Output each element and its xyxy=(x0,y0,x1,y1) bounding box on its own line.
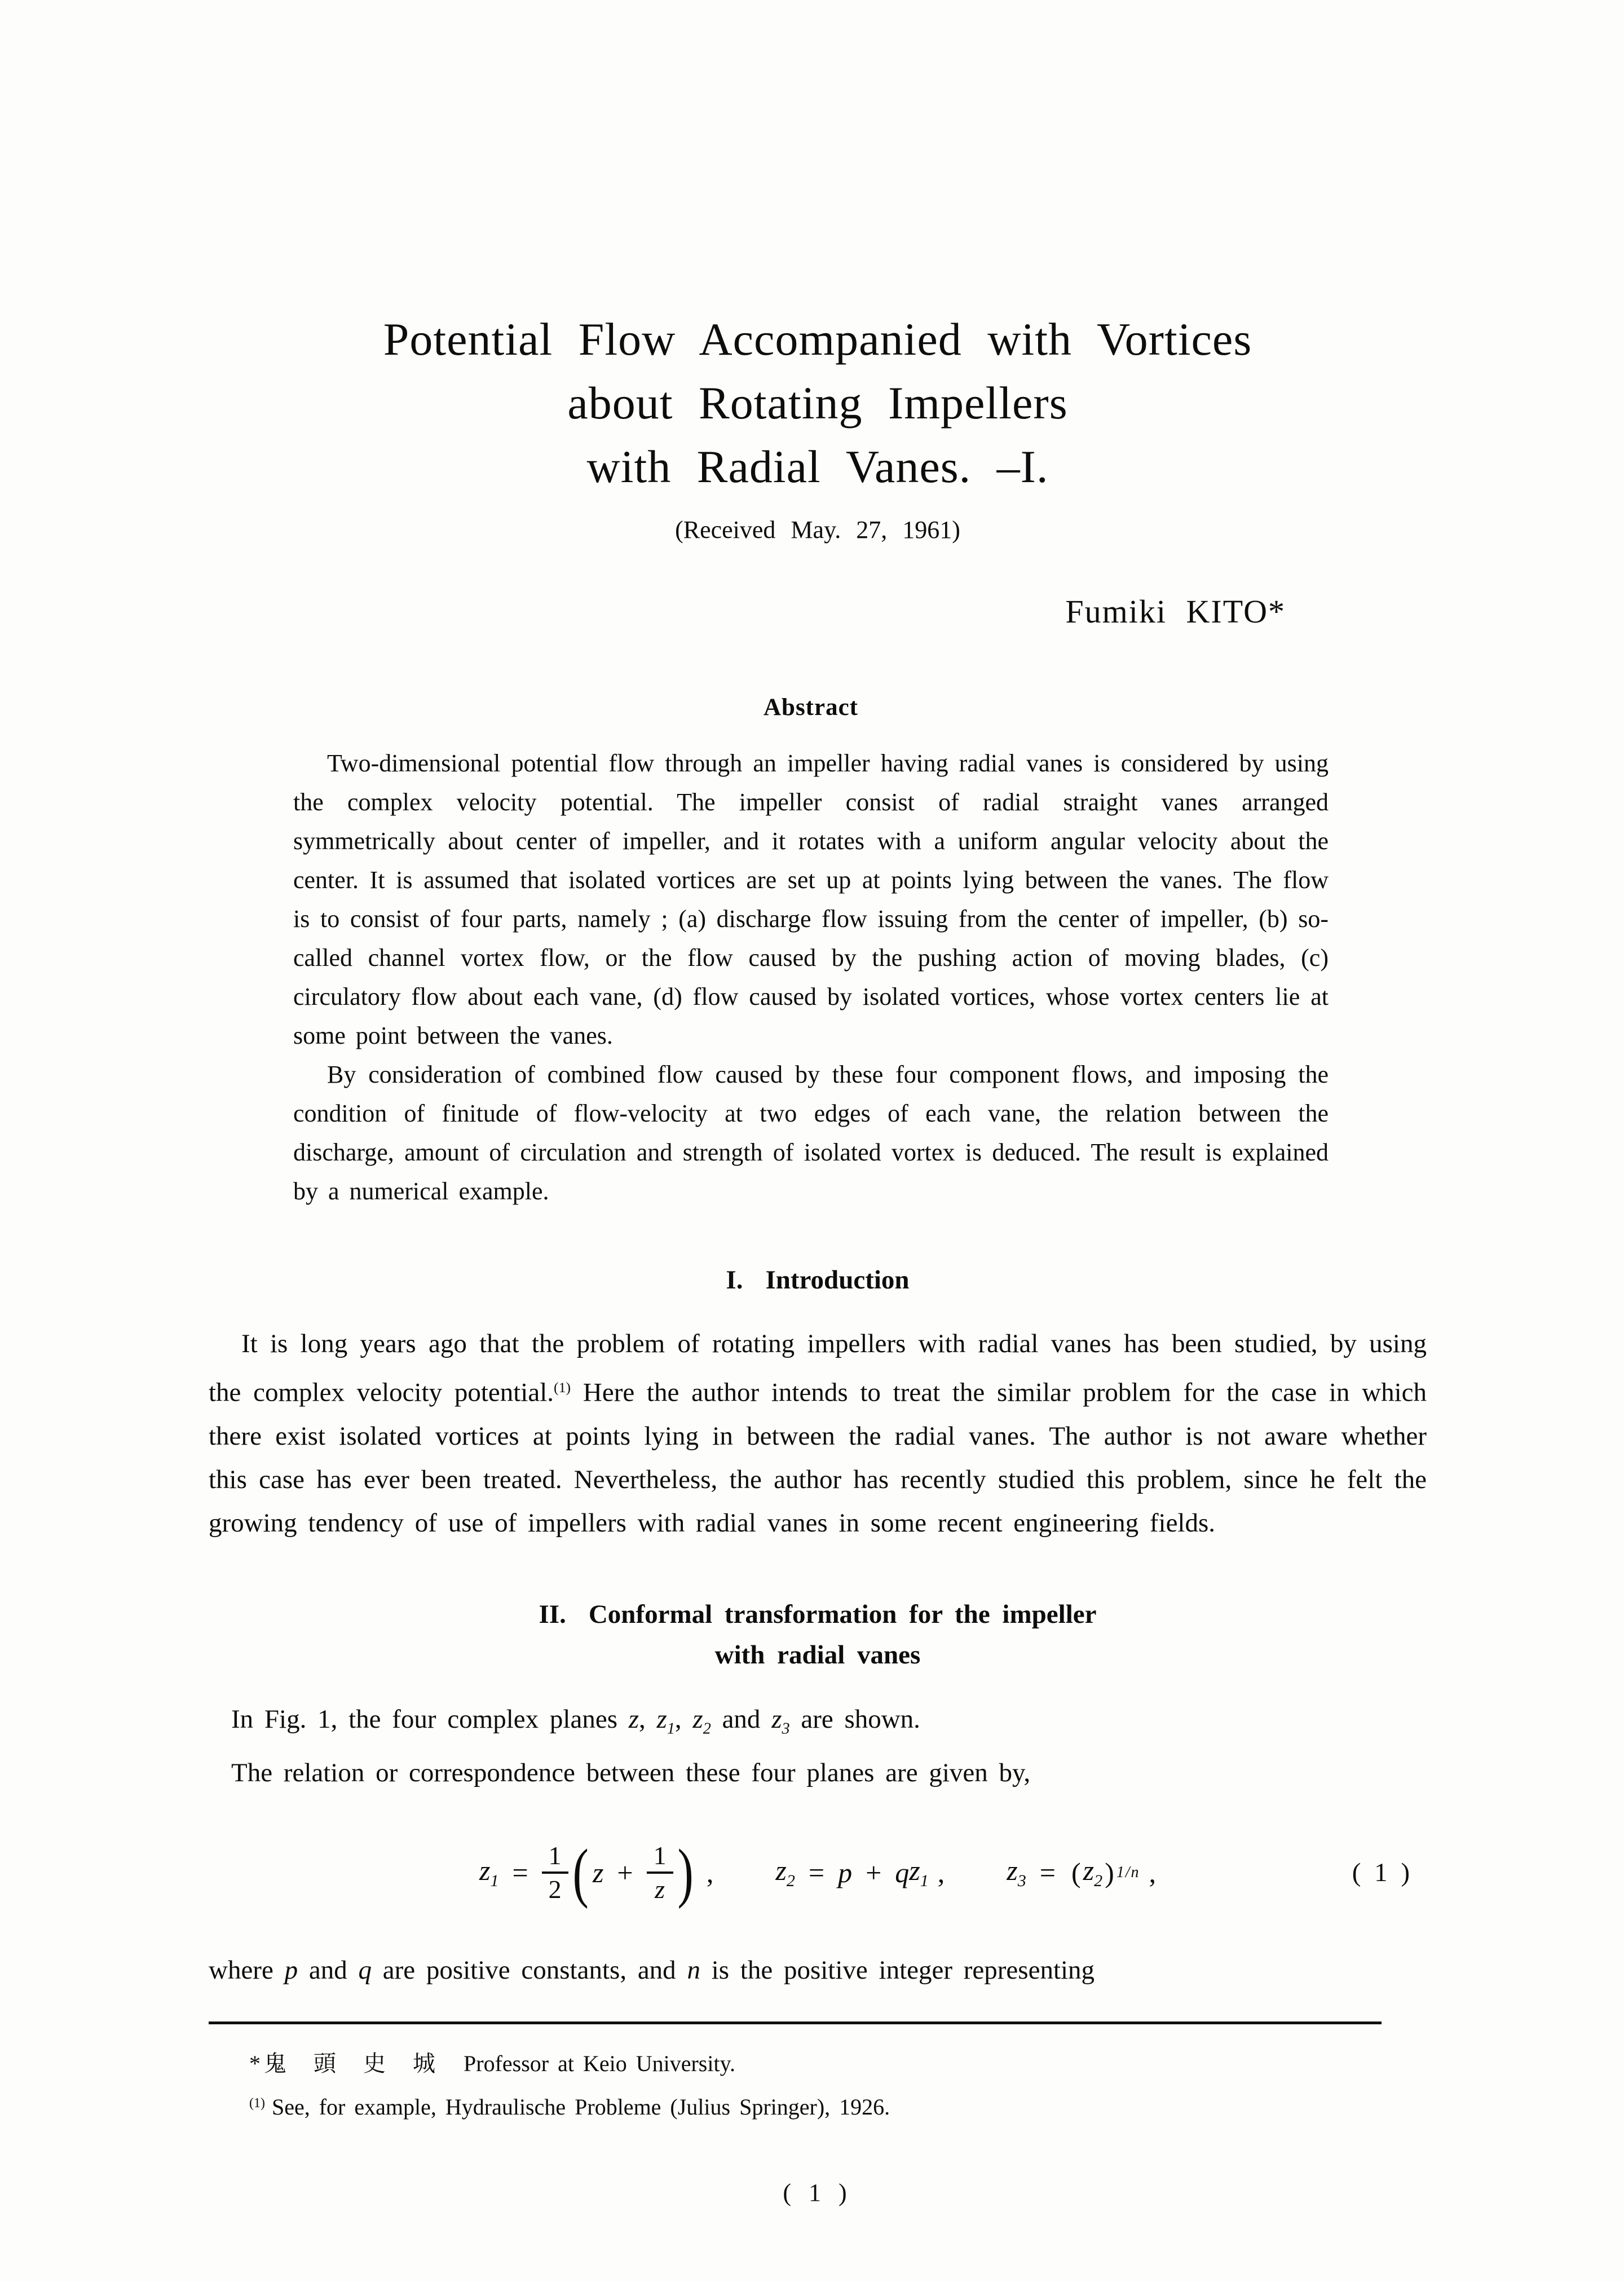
var-n: n xyxy=(687,1955,700,1985)
fraction-one-over-z-denominator: z xyxy=(655,1874,665,1904)
var-z3-sub: 3 xyxy=(782,1719,790,1737)
term2-var-z1-base: z xyxy=(909,1855,920,1887)
introduction-paragraph xyxy=(209,1322,1427,1545)
abstract-paragraph-2: By consideration of combined flow caused by these four component flows, and imposing the condition of finitude of flow-velocity at two edges of each vane, the relation between the discharge, amount of circulation and strength of isolated vortex is deduced. The result is explained by a numerical example. xyxy=(293,1061,1329,1205)
introduction-heading xyxy=(209,1265,1427,1295)
paper-title xyxy=(209,307,1427,498)
author-affiliation: Professor at Keio University. xyxy=(464,2050,735,2076)
plus-sign: + xyxy=(617,1856,633,1888)
author-name-kanji: 鬼 頭 史 城 xyxy=(264,2050,444,2076)
equation-1 xyxy=(209,1819,1427,1926)
term3-lhs xyxy=(1007,1854,1026,1891)
fraction-one-half xyxy=(542,1842,568,1904)
figure-1-sentence xyxy=(231,1697,1427,1751)
var-q: q xyxy=(358,1955,372,1985)
relation-sentence: The relation or correspondence between these four planes are given by, xyxy=(231,1758,1031,1787)
equals-sign: = xyxy=(808,1856,825,1888)
fraction-one-over-z-numerator: 1 xyxy=(647,1842,673,1874)
paper-title-line-2: about Rotating Impellers xyxy=(567,377,1068,429)
where-clause xyxy=(209,1949,1427,1992)
equals-sign: = xyxy=(512,1856,528,1888)
where-text-2: are positive constants, and xyxy=(371,1955,687,1985)
plus-sign: + xyxy=(866,1856,882,1888)
fraction-one-half-denominator: 2 xyxy=(548,1874,562,1904)
var-p: p xyxy=(284,1955,298,1985)
figure-sentence-sep-1: , xyxy=(639,1704,657,1734)
var-z1-base: z xyxy=(656,1704,667,1734)
introduction-heading-title: Introduction xyxy=(765,1265,910,1295)
open-paren-icon: ( xyxy=(1071,1856,1081,1888)
where-text-3: is the positive integer representing xyxy=(700,1955,1095,1985)
figure-sentence-end: are shown. xyxy=(789,1704,920,1734)
figure-sentence-sep-2: , xyxy=(674,1704,693,1734)
term2-lhs-base: z xyxy=(775,1855,787,1887)
term1-comma: , xyxy=(706,1856,714,1888)
term3-var-z2-base: z xyxy=(1083,1855,1095,1887)
paper-title-line-3: with Radial Vanes. –I. xyxy=(586,441,1049,492)
section-2-heading-number: II. xyxy=(539,1599,566,1629)
fraction-one-half-numerator: 1 xyxy=(542,1842,568,1874)
section-2-heading-title-line-2: with radial vanes xyxy=(714,1640,921,1670)
section-2-heading xyxy=(209,1599,1427,1630)
reference-text: See, for example, Hydraulische Probleme (Julius Springer), 1926. xyxy=(271,2094,890,2120)
var-z1-sub: 1 xyxy=(667,1719,675,1737)
equation-term-1: $z_1$ = $\frac{1}{2}$ ( z + $\frac{1}{z}$ ) , xyxy=(479,1835,714,1909)
equation-1-number: ( 1 ) xyxy=(1352,1857,1413,1887)
abstract-paragraph-1: Two-dimensional potential flow through an impeller having radial vanes is considered by using the complex velocity potential. The impeller consist of radial straight vanes arranged symmetrically about center of impeller, and it rotates with a uniform angular velocity about the center. It is assumed that isolated vortices are set up at points lying between the vanes. The flow is to consist of four parts, namely ; (a) discharge flow issuing from the center of impeller, (b) so-called channel vortex flow, or the flow caused by the pushing action of moving blades, (c) circulatory flow about each vane, (d) flow caused by isolated vortices, whose vortex centers lie at some point between the vanes. xyxy=(293,749,1329,1049)
var-z2 xyxy=(692,1704,711,1737)
term2-var-z1 xyxy=(909,1854,928,1891)
page-footer xyxy=(209,2021,1427,2207)
abstract-section xyxy=(293,694,1329,1211)
term2-var-q: q xyxy=(895,1856,910,1888)
introduction-heading-number: I. xyxy=(726,1265,743,1295)
var-z2-sub: 2 xyxy=(703,1719,711,1737)
term3-var-z2 xyxy=(1083,1854,1102,1891)
footnote-divider xyxy=(209,2021,1382,2024)
var-z3-base: z xyxy=(771,1704,782,1734)
term2-comma: , xyxy=(937,1856,945,1888)
term2-lhs xyxy=(775,1854,795,1891)
equation-1-content xyxy=(479,1835,1156,1909)
introduction-text-before-ref: It is long years ago that the problem of rotating impellers with radial vanes has been studied, by using the complex velocity potential. xyxy=(209,1329,1427,1407)
asterisk-marker: * xyxy=(249,2050,261,2076)
where-text-0: where xyxy=(209,1955,285,1985)
var-z2-base: z xyxy=(692,1704,703,1734)
term2-var-z1-sub: 1 xyxy=(920,1871,929,1891)
received-date: (Received May. 27, 1961) xyxy=(675,516,960,544)
where-text-1: and xyxy=(298,1955,359,1985)
term1-lhs xyxy=(479,1854,498,1891)
conformal-transformation-section xyxy=(209,1599,1427,1992)
paper-title-line-1: Potential Flow Accompanied with Vortices xyxy=(383,314,1252,365)
term2-lhs-sub: 2 xyxy=(786,1871,795,1891)
fraction-one-over-z xyxy=(647,1842,673,1904)
term3-lhs-sub: 3 xyxy=(1017,1871,1026,1891)
equation-term-3 xyxy=(1007,1854,1156,1891)
term3-comma: , xyxy=(1149,1856,1156,1888)
term1-lhs-base: z xyxy=(479,1855,491,1887)
equation-term-2 xyxy=(775,1854,945,1891)
term1-lhs-sub: 1 xyxy=(490,1871,499,1891)
term3-var-z2-sub: 2 xyxy=(1094,1871,1103,1891)
term1-var-z: z xyxy=(592,1856,604,1888)
section-2-lead-lines xyxy=(231,1697,1427,1795)
abstract-heading: Abstract xyxy=(763,694,858,721)
equals-sign: = xyxy=(1039,1856,1056,1888)
term2-var-p: p xyxy=(838,1856,853,1888)
var-z: z xyxy=(628,1704,639,1734)
var-z3 xyxy=(771,1704,790,1737)
term3-lhs-base: z xyxy=(1007,1855,1018,1887)
term3-exponent: 1/n xyxy=(1116,1863,1140,1881)
reference-marker: (1) xyxy=(249,2095,265,2111)
figure-sentence-text: In Fig. 1, the four complex planes xyxy=(231,1704,629,1734)
section-2-heading-title-line-1: Conformal transformation for the impeller xyxy=(588,1599,1097,1629)
reference-footnote xyxy=(249,2086,1427,2124)
author-footnote xyxy=(249,2047,1427,2081)
title-block xyxy=(209,307,1427,630)
introduction-text-after-ref: Here the author intends to treat the similar problem for the case in which there exist isolated vortices at points lying in between the radial vanes. The author is not aware whether this case has ever been treated. Nevertheless, the author has recently studied this problem, since he felt the growing tendency of use of impellers with radial vanes in some recent engineering fields. xyxy=(209,1378,1427,1538)
close-paren-icon: ) xyxy=(1105,1856,1114,1888)
introduction-section xyxy=(209,1265,1427,1545)
author-name: Fumiki KITO* xyxy=(1065,593,1286,630)
page-number: ( 1 ) xyxy=(783,2179,853,2207)
footnote-reference-marker: (1) xyxy=(554,1379,571,1396)
var-z1 xyxy=(656,1704,675,1737)
figure-sentence-sep-3: and xyxy=(710,1704,772,1734)
